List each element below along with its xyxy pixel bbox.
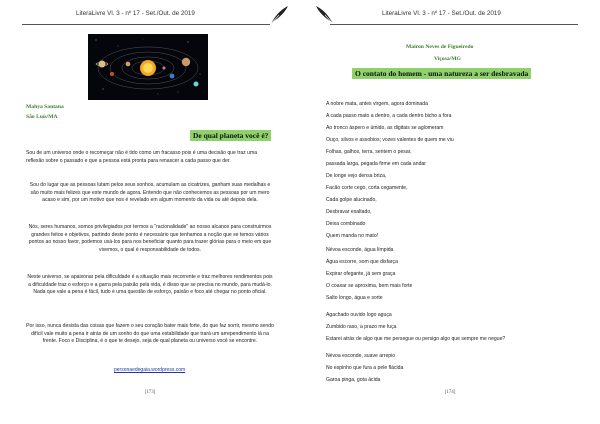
poem <box>326 244 556 304</box>
right-author: Mairon Neves de Figueiredo <box>406 44 474 50</box>
poem-line: Quem manda no mato! <box>326 233 379 239</box>
poem-line: No espinho que fura a pele flácida <box>326 365 404 371</box>
left-page-number: [173] <box>144 390 156 395</box>
poem-line: Ouço, silvos e assobios; vozes valentes de quem me viu <box>326 137 454 143</box>
poem-line: A nobre mata, antes virgem, agora dominada <box>326 101 428 107</box>
blog-link[interactable]: personaedegaia.wordpress.com <box>114 367 186 373</box>
poem-line: Zumbido raso, a prazo me fuça <box>326 324 397 330</box>
poem-line: De longe vejo densa briza, <box>326 173 387 179</box>
poem-line: O coaxar se aproxima, bem mais forte <box>326 283 413 289</box>
right-location: Viçosa/MG <box>434 56 461 62</box>
left-header-rule <box>22 24 270 25</box>
left-header-text: LiteraLivre Vl. 3 - nº 17 - Set./Out. de 2019 <box>76 10 195 17</box>
poem-line: Expirar ofegante, já sem graça <box>326 271 396 277</box>
poem-line: Névoa esconde, suave arrepio <box>326 353 396 359</box>
poem-line: Ao tronco áspero e úmido, as digitais se aglomeram <box>326 125 444 131</box>
poem-line: Facão corte cego, corta cegamente, <box>326 185 408 191</box>
poem-line: Deixa combinado <box>326 221 366 227</box>
poem-line: Cada golpe alucinado, <box>326 197 377 203</box>
left-paragraph-1: Sou de um universo onde o recomeçar não é tido como um fracasso pois é uma decisão que traz uma reflexão sobre o passado e que a pessoa está pronta para renascer a cada passo que der. <box>26 150 258 164</box>
poem-line: A cada passo mato a dentro, a cada dentro bicho a fora <box>326 113 452 119</box>
right-header-text: LiteraLivre Vl. 3 - nº 17 - Set./Out. de 2019 <box>382 10 501 17</box>
quill-icon <box>314 4 336 26</box>
left-paragraph-4: Neste universo, se apaixonar pela dificuldade é a situação mais recorrente e traz melhores rendimentos pois a dificuldade traz o esforço e a garra pela paixão pela vida, é disso que se precisa no mundo, para mudá-lo. Nada que vale a pena é fácil, tudo é uma questão de esforço, paixão e foco até chegar no ponto oficial. <box>27 274 273 296</box>
quill-icon <box>268 4 290 26</box>
left-paragraph-3: Nós, seres humanos, somos privilegiados por termos a "racionalidade" ao nosso alcance para construirmos grandes feitos e objetivos, partindo deste ponto é necessário que tenhamos a noção que se temos vários pontos ao nosso favor, podemos usá-los para nos beneficiar quanto para trazer glórias para o meio em que vivemos, o qual é responsabilidade de todos. <box>28 224 272 253</box>
poem-line: passada larga, pegada firme em cada andar <box>326 161 426 167</box>
poem <box>326 98 556 242</box>
poem-line: Folhas, galhos, terra, sentem o pesar, <box>326 149 412 155</box>
left-paragraph-2: Sou do lugar que as pessoas lutam pelos seus sonhos, acumulam as cicatrizes, ganham suas medalhas e são muito mais felizes que este mundo de agora. Entendo que não conhecemos as pessoas por um mero acaso e sim, por um motivo que nos é revelado em algum momento da vida ou até depois dela. <box>29 182 271 204</box>
left-title: De qual planeta você é? <box>190 130 271 141</box>
poem-line: Água escorre, som que disfarça <box>326 259 398 265</box>
right-page-number: [174] <box>444 390 456 395</box>
left-location: São Luís/MA <box>26 114 58 120</box>
left-author: Mahya Santana <box>26 104 64 110</box>
solar-system-image <box>88 34 208 100</box>
poem-line: Salto longo, água e sorte <box>326 295 383 301</box>
poem-line: Estarei atrás de algo que me persegue ou persigo algo que sempre me negue? <box>326 336 506 342</box>
poem <box>326 309 556 345</box>
poem-line: Névoa esconde, água límpida <box>326 247 394 253</box>
poem-line: Desbravar exaltado, <box>326 209 372 215</box>
poem <box>326 350 556 386</box>
left-paragraph-5: Por isso, nunca desista das coisas que fazem o seu coração bater mais forte, do que faz sorrir, mesmo sendo difícil vale muito a pena ir atrás de um sonho do que uma estabilidade que trará um arrependimento lá na frente. Foco e Disciplina, é o que te desejo, seja de qual planeta ou universo você se encontre. <box>26 323 274 345</box>
right-header-rule <box>330 24 578 25</box>
poem-line: Garoa pinga, gota ácida <box>326 377 381 383</box>
right-title: O contato do homem - uma natureza a ser desbravada <box>352 68 531 79</box>
poem-line: Agachado ouvido logo aguça <box>326 312 392 318</box>
